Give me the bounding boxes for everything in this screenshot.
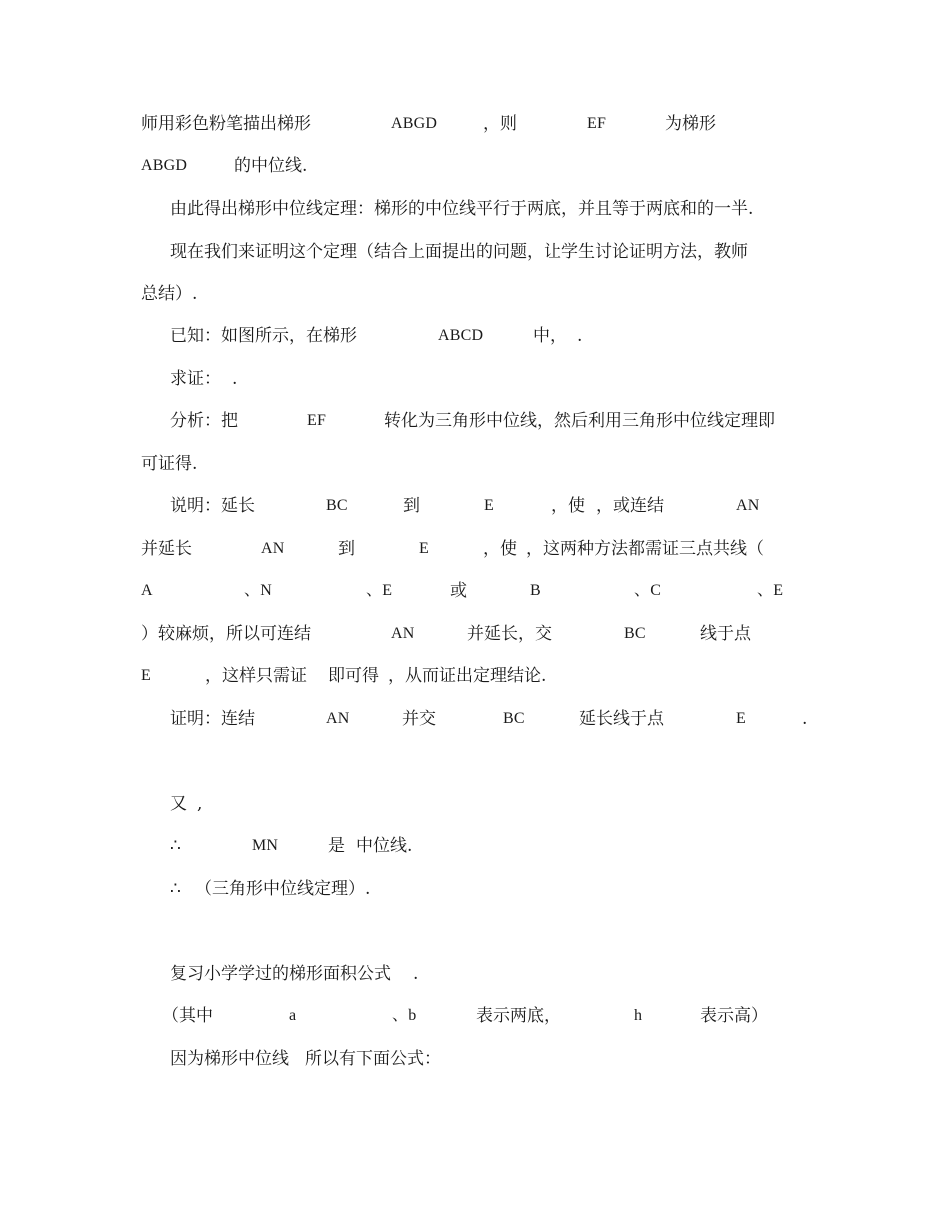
text-segment: 到 (403, 496, 420, 516)
text-segment: 即可得 (328, 666, 379, 686)
text-line (0, 237, 950, 267)
text-segment: E (736, 710, 746, 727)
text-segment: 分析：把 (170, 411, 238, 431)
text-segment: 是 (328, 836, 345, 856)
text-segment: 、b (392, 1007, 417, 1024)
text-line (0, 704, 950, 734)
text-segment: ，这样只需证 (205, 666, 307, 686)
text-segment: 并延长，交 (467, 624, 552, 644)
text-segment: 、E (366, 582, 393, 599)
text-segment: 并延长 (141, 539, 192, 559)
text-segment: 现在我们来证明这个定理（结合上面提出的问题，让学生讨论证明方法，教师 (170, 242, 748, 262)
text-segment: , (197, 794, 203, 814)
text-line (0, 364, 950, 394)
text-segment: 所以有下面公式： (305, 1049, 441, 1069)
text-segment: 证明：连结 (170, 709, 255, 729)
text-segment: BC (326, 497, 348, 514)
text-segment: 、N (244, 582, 272, 599)
text-segment: EF (587, 115, 607, 132)
text-segment: 可证得. (141, 454, 198, 474)
text-segment: ∴ (170, 836, 181, 856)
text-segment: 求证： (170, 369, 221, 389)
text-segment: ∴ (170, 879, 181, 899)
text-line (0, 831, 950, 861)
text-line (0, 874, 950, 904)
text-segment: ）较麻烦，所以可连结 (141, 624, 311, 644)
text-segment: 的中位线. (234, 156, 308, 176)
text-segment: 或 (450, 581, 467, 601)
text-segment: 复习小学学过的梯形面积公式 (170, 964, 391, 984)
text-segment: 延长线于点 (579, 709, 664, 729)
text-segment: 表示两底， (476, 1006, 561, 1026)
text-segment: E (484, 497, 494, 514)
text-segment: 表示高） (700, 1006, 768, 1026)
text-segment: 中， (533, 326, 567, 346)
text-segment: EF (307, 412, 327, 429)
text-segment: A (141, 582, 153, 599)
text-line (0, 279, 950, 309)
text-segment: ，使 (551, 496, 585, 516)
text-line (0, 576, 950, 606)
text-segment: 转化为三角形中位线，然后利用三角形中位线定理即 (384, 411, 775, 431)
text-line (0, 109, 950, 139)
text-segment: 说明：延长 (170, 496, 255, 516)
text-segment: ，从而证出定理结论. (388, 666, 547, 686)
text-segment: （其中 (162, 1006, 213, 1026)
text-line (0, 321, 950, 351)
text-line (0, 959, 950, 989)
text-line (0, 534, 950, 564)
text-segment: E (419, 540, 429, 557)
text-line (0, 491, 950, 521)
text-segment: 因为梯形中位线 (170, 1049, 289, 1069)
text-line (0, 1044, 950, 1074)
text-segment: 由此得出梯形中位线定理：梯形的中位线平行于两底，并且等于两底和的一半. (170, 199, 754, 219)
text-segment: 师用彩色粉笔描出梯形 (141, 114, 311, 134)
text-segment: a (289, 1007, 297, 1024)
text-segment: MN (252, 837, 279, 854)
text-segment: 并交 (402, 709, 436, 729)
text-segment: E (141, 667, 151, 684)
text-segment: 已知：如图所示，在梯形 (170, 326, 357, 346)
text-line (0, 661, 950, 691)
text-segment: . (232, 369, 238, 389)
text-segment: AN (326, 710, 350, 727)
text-segment: ，使 (483, 539, 517, 559)
text-segment: ，这两种方法都需证三点共线（ (526, 539, 764, 559)
text-line (0, 789, 950, 819)
text-segment: 中位线. (356, 836, 413, 856)
text-segment: h (634, 1007, 643, 1024)
text-line (0, 151, 950, 181)
text-segment: BC (503, 710, 525, 727)
text-segment: AN (391, 625, 415, 642)
text-segment: ，则 (483, 114, 517, 134)
text-segment: . (802, 709, 808, 729)
text-line (0, 194, 950, 224)
text-segment: （三角形中位线定理）. (195, 879, 371, 899)
text-line (0, 449, 950, 479)
text-line (0, 619, 950, 649)
text-segment: 到 (338, 539, 355, 559)
text-segment: ABGD (141, 157, 188, 174)
text-line (0, 406, 950, 436)
text-segment: AN (261, 540, 285, 557)
text-segment: 又 (170, 794, 187, 814)
text-segment: 线于点 (700, 624, 751, 644)
text-line (0, 1001, 950, 1031)
text-segment: 总结）. (141, 284, 198, 304)
text-segment: . (413, 964, 419, 984)
text-segment: B (530, 582, 541, 599)
text-segment: ABCD (438, 327, 484, 344)
text-segment: . (577, 326, 583, 346)
text-segment: AN (736, 497, 760, 514)
text-segment: 为梯形 (665, 114, 716, 134)
text-segment: ，或连结 (596, 496, 664, 516)
text-segment: 、E (757, 582, 784, 599)
text-segment: 、C (634, 582, 662, 599)
text-segment: BC (624, 625, 646, 642)
text-segment: ABGD (391, 115, 438, 132)
